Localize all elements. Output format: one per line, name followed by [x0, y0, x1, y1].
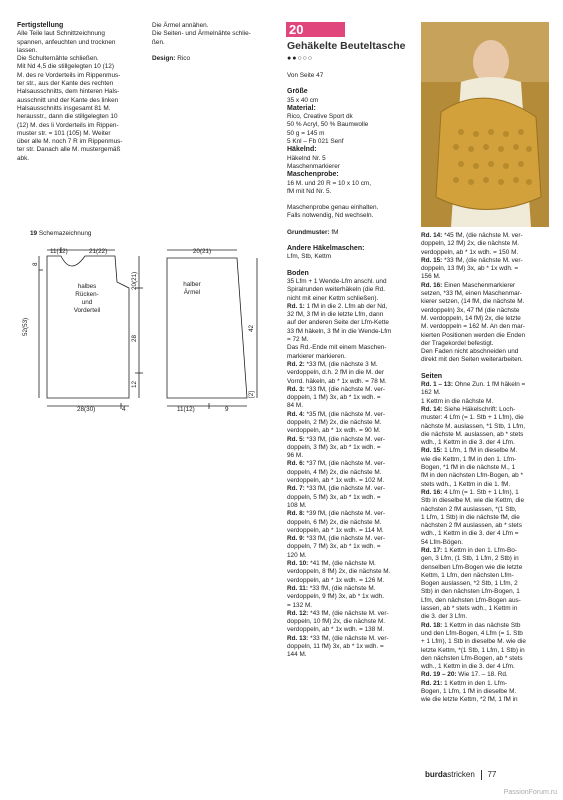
text-line: Rd. 15: *33 fM, (die nächste M. ver- — [421, 256, 523, 264]
sleeve-outline — [167, 258, 247, 398]
base-pattern — [287, 229, 415, 237]
text-line: Rd. 8: *39 fM, (die nächste M. ver- — [287, 510, 386, 518]
text-line: Halsausschnitts insgesamt 81 M. — [17, 104, 111, 112]
text-line: Die Seiten- und Ärmelnähte schlie- — [152, 30, 251, 38]
text-line: M. verdoppeln = 162 M. An den mar- — [421, 323, 525, 331]
text-line: verdoppeln, ab * 1x wdh. = 150 M. — [421, 248, 519, 256]
size-value: 35 x 40 cm — [287, 96, 319, 104]
text-line: stets wdh., 1 Kettm in die 1. fM. — [421, 480, 511, 488]
text-line: Die Ärmel annähen. — [152, 22, 209, 29]
text-line: doppeln, 1 fM) 3x, ab * 1x wdh. = — [287, 394, 381, 402]
finishing-heading: Fertigstellung — [17, 22, 64, 29]
text-line: verdoppeln, 9 fM) 3x, ab * 1x wdh. — [287, 593, 384, 601]
text-line: doppeln, 13 fM) 3x, ab * 1x wdh. = — [421, 265, 519, 273]
schematic-drawing — [17, 228, 277, 418]
text-line: Häkelnd Nr. 5 — [287, 154, 326, 162]
text-line: nächsten 2 fM auslassen, *(1 Stb, — [421, 505, 517, 513]
text-line: 32 fM, 3 fM in die letzte Lfm, dann — [287, 311, 384, 319]
text-line: doppeln, 7 fM) 3x, ab * 1x wdh. = — [287, 543, 381, 551]
text-line: wdh., 1 Kettm in die 3. der 4 Lfm = — [421, 530, 519, 538]
page-footer — [425, 770, 496, 780]
schema-label: Schemazeichnung — [38, 230, 92, 237]
text-line: doppeln, 10 fM) 2x, die nächste M. — [287, 618, 386, 626]
finishing-col2 — [152, 22, 277, 63]
text-line: Rd. 19 – 20: Wie 17. – 18. Rd. — [421, 671, 508, 679]
text-line: abk. — [17, 154, 30, 162]
text-line: Rd. 9: *33 fM, (die nächste M. ver- — [287, 535, 386, 543]
text-line: ter str. Danach alle M. mustergemäß — [17, 146, 121, 154]
brand-sub: stricken — [447, 770, 475, 780]
text-line: Rd. 14: *45 fM, (die nächste M. ver- — [421, 232, 523, 239]
text-line: und den Lfm-Bogen, 4 Lfm (= 1. Stb — [421, 629, 523, 637]
text-line: 50 % Acryl, 50 % Baumwolle — [287, 121, 369, 129]
body-outline — [47, 256, 129, 398]
text-line: doppeln, 12 fM) 2x, die nächste M. — [421, 240, 520, 248]
size-heading: Größe — [287, 88, 308, 96]
text-line: doppeln, 3 fM) 3x, ab * 1x wdh. = — [287, 443, 381, 451]
text-line: über alle M. noch 7 R im Rippenmus- — [17, 138, 123, 146]
text-line: verdoppeln, d.h. 2 fM in die M. der — [287, 369, 384, 377]
text-line: Vorrd. häkeln, ab * 1x wdh. = 78 M. — [287, 377, 387, 385]
text-line: 162 M. — [421, 389, 441, 397]
schematic — [17, 228, 277, 418]
text-line: Rd. 18: 1 Kettm in das nächste Stb — [421, 621, 521, 629]
text-line: 5 Knl – Fb 021 Senf — [287, 138, 344, 146]
text-line: ßen. — [152, 38, 165, 46]
text-line: Rd. 5: *33 fM, (die nächste M. ver- — [287, 435, 386, 443]
text-line: 144 M. — [287, 651, 307, 659]
text-line: ter str., aus der Kante des rechten — [17, 80, 114, 88]
text-line: Rd. 16: 4 Lfm (= 1. Stb + 1 Lfm), 1 — [421, 488, 519, 496]
text-line: direkt mit den Seiten weiterarbeiten. — [421, 356, 523, 364]
seiten-heading: Seiten — [421, 372, 443, 380]
body-center-label: und — [81, 299, 93, 306]
text-line: M. des re Vorderteils im Rippenmus- — [17, 71, 121, 79]
text-line: die 3. der 3 Lfm. — [421, 613, 468, 621]
dim-label: 52(53) — [22, 317, 29, 336]
dim-label: [2] — [248, 390, 255, 398]
dim-label: 21(22) — [89, 248, 108, 255]
text-line: Mit Nd 4,5 die stillgelegten 10 (12) — [17, 63, 114, 71]
text-line: Halsausschnitts, dem hinteren Hals- — [17, 88, 120, 96]
design-credit — [152, 55, 277, 63]
text-line: Rd. 17: 1 Kettm in den 1. Lfm-Bo- — [421, 546, 517, 554]
base-heading: Grundmuster: — [287, 228, 330, 236]
text-line: wdh., 1 Kettm in die 3. der 4 Lfm. — [421, 663, 515, 671]
text-line: Spiralrunden weiterhäkeln (die Rd. — [287, 286, 386, 294]
text-line: Rd. 10: *41 fM, (die nächste M. — [287, 560, 376, 568]
text-line: gen, 3 Lfm, (1 Stb, 1 Lfm, 2 Stb) in — [421, 555, 519, 563]
text-line: Lfm, den nächsten Lfm-Bogen aus- — [421, 596, 521, 604]
text-line: = 132 M. — [287, 601, 313, 609]
text-line: Stb in dieselbe M. wie die Kettm, die — [421, 497, 525, 505]
text-line: Die Schulternähte schließen. — [17, 55, 99, 63]
dim-label: 11(12) — [50, 248, 68, 255]
text-line: (12) M. des li Vorderteils im Rippen- — [17, 121, 119, 129]
text-line: 84 M. — [287, 402, 303, 410]
text-line: spannen, anfeuchten und trocknen — [17, 38, 116, 46]
text-line: verdoppeln, ab * 1x wdh. = 90 M. — [287, 427, 381, 435]
material-heading: Material: — [287, 104, 316, 112]
instructions-col3 — [287, 72, 415, 660]
text-line: Rd. 4: *35 fM, (die nächste M. ver- — [287, 410, 386, 418]
text-line: 16 M. und 20 R = 10 x 10 cm, — [287, 179, 372, 187]
other-heading: Andere Häkelmaschen: — [287, 245, 365, 253]
text-line: verdoppeln, ab * 1x wdh. = 126 M. — [287, 576, 385, 584]
text-line: doppeln, 11 fM) 3x, ab * 1x wdh. = — [287, 643, 384, 650]
text-line: muster: 4 Lfm (= 1. Stb + 1 Lfm), die — [421, 414, 524, 422]
dim-label: 28(30) — [77, 406, 96, 413]
text-line: 50 g = 145 m — [287, 129, 325, 137]
text-line: verdoppeln, ab * 1x wdh. = 138 M. — [287, 626, 385, 634]
brand-logo: burda — [425, 770, 448, 780]
source-ref: Von Seite 47 — [287, 72, 324, 79]
text-line: 108 M. — [287, 501, 307, 509]
text-line: setzen, *33 fM, einen Maschenmar- — [421, 290, 522, 298]
text-line: 1 Lfm, 1 Stb) in die nächste fM, die — [421, 513, 520, 521]
text-line: Rd. 16: Einen Maschenmarkierer — [421, 281, 516, 289]
text-line: nicht mit einer Kettm schließen). — [287, 294, 379, 302]
hook-heading: Häkelnd: — [287, 146, 317, 154]
text-line: Rd. 15: 1 Lfm, 1 fM in dieselbe M. — [421, 447, 518, 455]
difficulty-rating: ●●○○○ — [287, 55, 314, 62]
text-line: doppeln, 5 fM) 3x, ab * 1x wdh. = — [287, 493, 381, 501]
text-line: Rd. 13: *33 fM, (die nächste M. ver- — [287, 634, 389, 642]
text-line: Rd. 12: *43 fM, (die nächste M. ver- — [287, 609, 389, 617]
seams-text — [152, 22, 277, 47]
text-line: 156 M. — [421, 273, 441, 281]
side-instructions — [421, 381, 551, 705]
dim-label: 28 — [131, 334, 138, 342]
text-line: Bogen auslassen, *2 Stb, 1 Lfm, 2 — [421, 580, 518, 588]
dim-label: 42 — [248, 324, 255, 332]
text-line: 120 M. — [287, 551, 307, 559]
text-line: 96 M. — [287, 452, 303, 460]
text-line: Alle Teile laut Schnittzeichnung — [17, 30, 105, 38]
text-line: Kettm, 1 Lfm, den nächsten Lfm- — [421, 571, 514, 579]
text-line: nächsten 2 fM auslassen, ab * stets — [421, 522, 522, 530]
dim-label: 9 — [225, 406, 229, 413]
text-line: 35 Lfm + 1 Wende-Lfm anschl. und — [287, 277, 387, 285]
footer-divider — [481, 770, 482, 780]
other-value: Lfm, Stb, Kettm — [287, 253, 332, 261]
dim-label: 4 — [122, 406, 126, 413]
material-list — [287, 113, 415, 146]
text-line: Bogen, *1 fM in die nächste M., 1 — [421, 464, 516, 472]
text-line: Rd. 3: *33 fM, (die nächste M. ver- — [287, 385, 386, 393]
article-title: Gehäkelte Beuteltasche — [287, 40, 406, 52]
text-line: verdoppeln, 8 fM) 2x, die nächste M. — [287, 568, 391, 576]
text-line: die nächste M. auslassen, ab * stets — [421, 430, 524, 438]
text-line: herausstr., dann die stillgelegten 10 — [17, 113, 118, 121]
dim-label: 20(21) — [131, 271, 138, 290]
text-line: Rd. 1: 1 fM in die 2. Lfm ab der Nd, — [287, 302, 388, 310]
text-line: der Tragekordel befestigt. — [421, 339, 494, 347]
finishing-text — [17, 30, 147, 163]
text-line: Rico, Creative Sport dk — [287, 113, 353, 121]
text-line: verdoppeln, ab * 1x wdh. = 102 M. — [287, 477, 385, 485]
text-line: Rd. 2: *33 fM, (die nächste 3 M. — [287, 360, 378, 368]
text-line: wie die letzte Kettm, *2 fM, 1 fM in — [421, 696, 518, 704]
dim-label: 8 — [32, 262, 39, 266]
text-line: = 72 M. — [287, 336, 309, 344]
design-label: Design: — [152, 54, 176, 62]
schema-number: 19 — [30, 230, 38, 237]
page-number: 77 — [487, 770, 497, 780]
gauge-text — [287, 180, 415, 197]
text-line: Rd. 7: *33 fM, (die nächste M. ver- — [287, 485, 386, 493]
text-line: Rd. 21: 1 Kettm in den 1. Lfm- — [421, 679, 507, 687]
text-line: letzte Kettm, *(1 Stb, 1 Lfm, 1 Stb) in — [421, 646, 525, 654]
product-photo — [421, 22, 549, 227]
text-line: + 1 Lfm), 1 Stb in dieselbe M. wie die — [421, 638, 526, 646]
body-center-label: Rücken- — [75, 291, 99, 298]
round-instructions — [421, 232, 551, 365]
finishing-section — [17, 22, 147, 163]
design-value: Rico — [177, 54, 191, 62]
text-line: Falls notwendig, Nd wechseln. — [287, 212, 374, 220]
boden-instructions — [287, 278, 415, 660]
body-center-label: Vorderteil — [73, 307, 101, 314]
text-line: fM mit Nd Nr. 5. — [287, 187, 332, 195]
text-line: Den Faden nicht abschneiden und — [421, 348, 519, 356]
text-line: 1 Kettm in die nächste M. — [421, 397, 494, 405]
gauge-heading: Maschenprobe: — [287, 171, 339, 179]
text-line: ausschnitt und der Kante des linken — [17, 96, 119, 104]
text-line: wie die Kettm, 1 fM in den 1. Lfm- — [421, 455, 517, 463]
text-line: M. verdoppeln, 14 fM) 2x, die letzte — [421, 314, 521, 322]
text-line: Rd. 14: Siehe Häkelschrift: Loch- — [421, 405, 516, 413]
text-line: doppeln, 6 fM) 2x, die nächste M. — [287, 518, 382, 526]
sleeve-center-label: Ärmel — [183, 289, 201, 296]
text-line: nächste M. auslassen, *1 Stb, 1 Lfm, — [421, 422, 526, 430]
text-line: Rd. 6: *37 fM, (die nächste M. ver- — [287, 460, 386, 468]
watermark: PassionForum.ru — [503, 789, 557, 796]
text-line: auf der anderen Seite der Lfm-Kette — [287, 319, 389, 327]
text-line: lassen. — [17, 46, 38, 54]
article-number: 20 — [286, 22, 345, 37]
text-line: Maschenmarkierer — [287, 162, 340, 170]
base-value: fM — [331, 228, 339, 236]
text-line: verdoppeln) 3x, 47 fM (die nächste — [421, 306, 520, 314]
text-line: kierer setzen, (14 fM, die nächste M. — [421, 298, 525, 306]
text-line: doppeln, 4 fM) 2x, die nächste M. — [287, 468, 382, 476]
text-line: Stb) in den nächsten Lfm-Bogen, 1 — [421, 588, 520, 596]
text-line: Bogen, 1 Lfm, 1 fM in dieselbe M. — [421, 688, 517, 696]
text-line: markierer markieren. — [287, 352, 346, 360]
dim-label: 11(12) — [177, 406, 195, 413]
text-line: 54 Lfm-Bögen. — [421, 538, 463, 546]
dim-label: 20(21) — [192, 248, 212, 255]
text-line: verdoppeln, ab * 1x wdh. = 114 M. — [287, 526, 384, 534]
instructions-col4 — [421, 232, 551, 705]
text-line: Maschenprobe genau einhalten. — [287, 204, 379, 212]
text-line: fM in den nächsten Lfm-Bogen, ab * — [421, 472, 523, 480]
text-line: Rd. 11: *33 fM, (die nächste M. — [287, 584, 376, 592]
dim-label: 12 — [131, 380, 138, 388]
text-line: lassen, ab * stets wdh., 1 Kettm in — [421, 605, 518, 613]
boden-heading: Boden — [287, 269, 309, 277]
text-line: Rd. 1 – 13: Ohne Zun. 1 fM häkeln = — [421, 381, 526, 389]
text-line: muster str. = 101 (105) M. Weiter — [17, 129, 111, 137]
text-line: Das Rd.-Ende mit einem Maschen- — [287, 344, 387, 352]
gauge-note — [287, 204, 415, 221]
text-line: den nächsten Lfm-Bogen, ab * stets — [421, 654, 523, 662]
text-line: doppeln, 2 fM) 2x, die nächste M. — [287, 418, 382, 426]
photo-illustration — [421, 22, 549, 227]
body-center-label: halbes — [77, 283, 97, 290]
text-line: 33 fM häkeln, 3 fM in die Wende-Lfm — [287, 327, 392, 335]
text-line: wdh., 1 Kettm in die 3. der 4 Lfm. — [421, 439, 515, 447]
text-line: kierten Positionen werden die Enden — [421, 331, 526, 339]
text-line: denselben Lfm-Bogen wie die letzte — [421, 563, 523, 571]
hook-list — [287, 155, 415, 172]
sleeve-center-label: halber — [183, 281, 201, 288]
